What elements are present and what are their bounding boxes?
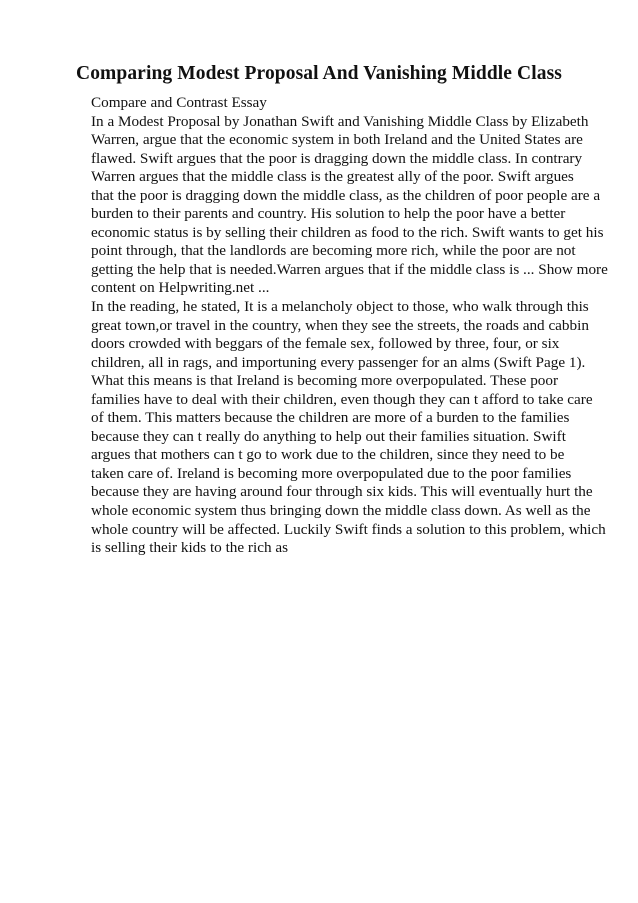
essay-line: economic status is by selling their children as food to the rich. Swift wants to get his xyxy=(91,223,604,241)
essay-line: What this means is that Ireland is becoming more overpopulated. These poor xyxy=(91,372,559,390)
essay-line: that the poor is dragging down the middle class, as the children of poor people are a xyxy=(91,186,601,204)
essay-line: because they are having around four through six kids. This will eventually hurt the xyxy=(91,483,593,501)
essay-line: Warren argues that the middle class is the greatest ally of the poor. Swift argues xyxy=(91,168,574,186)
essay-line: getting the help that is needed.Warren argues that if the middle class is ... Show more xyxy=(91,260,608,278)
essay-line: doors crowded with beggars of the female sex, followed by three, four, or six xyxy=(91,335,560,353)
essay-line: Warren, argue that the economic system in both Ireland and the United States are xyxy=(91,131,583,149)
essay-line: is selling their kids to the rich as xyxy=(91,539,288,557)
essay-line: because they can t really do anything to help out their families situation. Swift xyxy=(91,427,566,445)
essay-line: of them. This matters because the children are more of a burden to the families xyxy=(91,409,570,427)
essay-line: In a Modest Proposal by Jonathan Swift and Vanishing Middle Class by Elizabeth xyxy=(91,112,589,130)
essay-body xyxy=(91,94,608,558)
essay-line: point through, that the landlords are becoming more rich, while the poor are not xyxy=(91,242,576,260)
essay-line: flawed. Swift argues that the poor is dragging down the middle class. In contrary xyxy=(91,149,583,167)
essay-line: argues that mothers can t go to work due to the children, since they need to be xyxy=(91,446,565,464)
essay-line: taken care of. Ireland is becoming more overpopulated due to the poor families xyxy=(91,464,572,482)
essay-line: great town,or travel in the country, when they see the streets, the roads and cabbin xyxy=(91,316,589,334)
essay-line: children, all in rags, and importuning every passenger for an alms (Swift Page 1). xyxy=(91,353,586,371)
essay-line: content on Helpwriting.net ... xyxy=(91,279,270,297)
page-title: Comparing Modest Proposal And Vanishing Middle Class xyxy=(76,63,562,84)
essay-line: whole country will be affected. Luckily Swift finds a solution to this problem, which xyxy=(91,520,606,538)
essay-line: whole economic system thus bringing down the middle class down. As well as the xyxy=(91,502,591,520)
essay-line: burden to their parents and country. His solution to help the poor have a better xyxy=(91,205,566,223)
essay-line: families have to deal with their children, even though they can t afford to take care xyxy=(91,390,593,408)
essay-line: In the reading, he stated, It is a melancholy object to those, who walk through this xyxy=(91,298,589,316)
essay-line: Compare and Contrast Essay xyxy=(91,94,267,111)
